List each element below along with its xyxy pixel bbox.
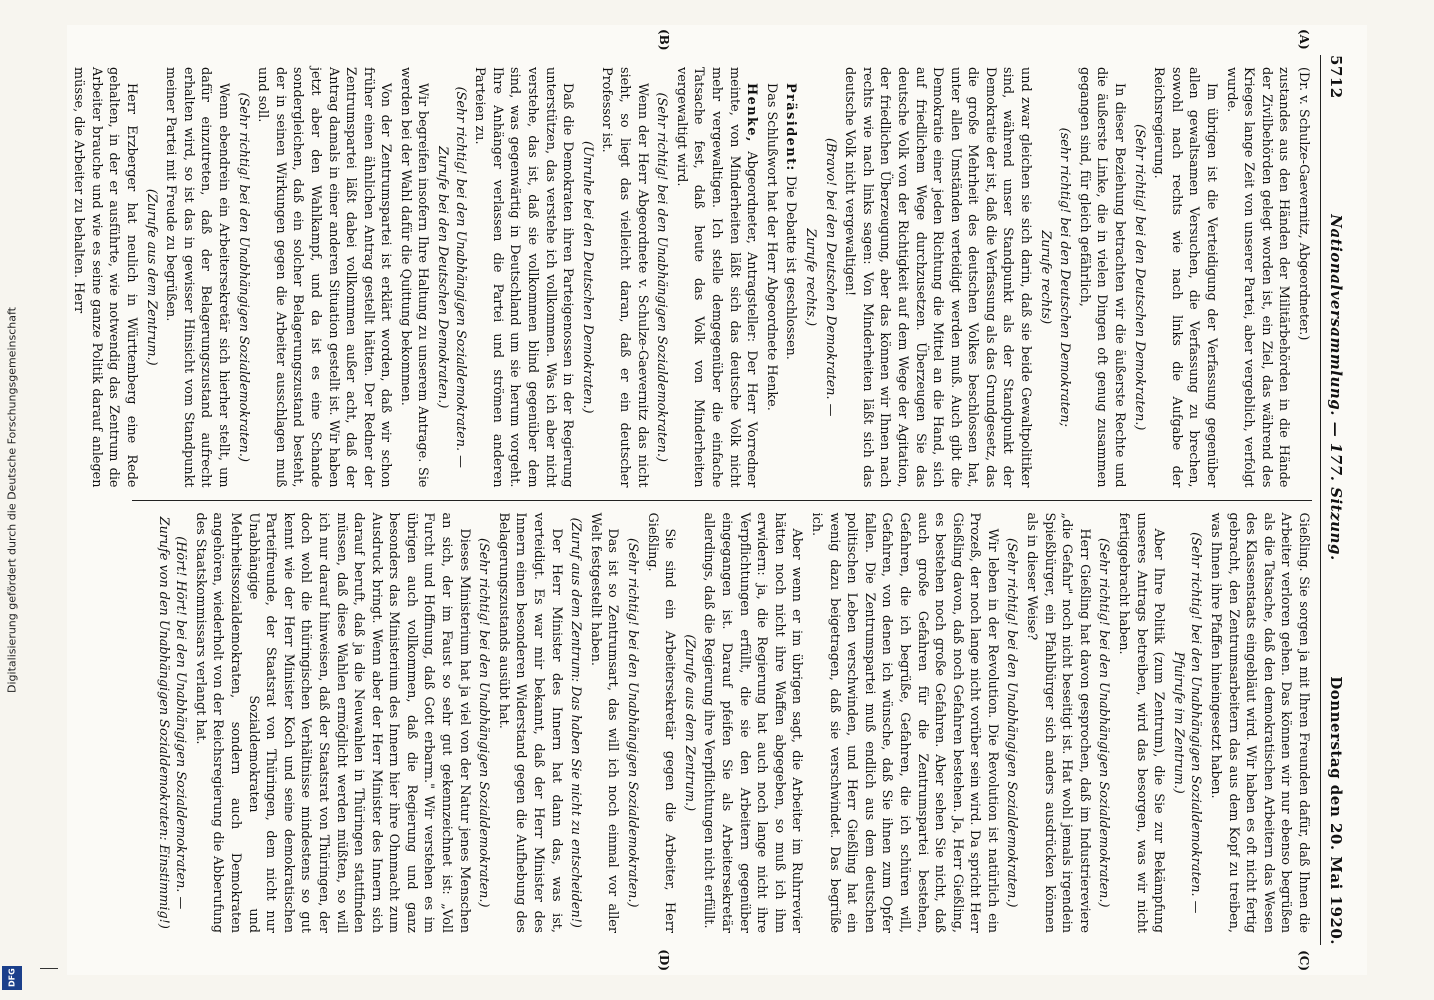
speech-text: Die Debatte ist geschlossen. <box>783 171 799 360</box>
page-date: Donnerstag den 20. Mai 1920. <box>1327 676 1345 945</box>
left-interjection: (Sehr richtig! bei den Unabhängigen Sozialdemokraten.) <box>654 92 670 462</box>
speaker-name: Präsident: <box>783 83 799 172</box>
left-paragraph: (Dr. v. Schulze-Gaevernitz, Abgeordneter.) <box>1296 67 1311 341</box>
left-paragraph: Wenn der Herr Abgeordnete v. Schulze-Gaevernitz das nicht sieht, so liegt das vielleicht daran, daß er ein deutscher Professor ist. <box>599 67 650 488</box>
left-interjection: Zurufe rechts.) <box>802 228 818 327</box>
left-paragraph: Das Schlußwort hat der Herr Abgeordnete Henke. <box>763 83 779 411</box>
right-paragraph: Aber wenn er im übrigen sagt, die Arbeiter im Ruhrrevier hätten noch nicht ihre Waffen abgegeben, so muß ich ihm erwidern: ja, die Regierung hat auch noch lange nicht ihre Verpflichtungen erfüllt, die sie den Arbeitern gegenüber eingegangen ist. Darauf pfeifen Sie als Arbeitersekretär allerdings, daß die Regierung ihre Verpflichtungen nicht erfüllt. <box>701 512 805 933</box>
left-interjection: (Bravo! bei den Deutschen Demokraten. — <box>822 138 838 417</box>
left-interjection: Zurufe rechts) <box>1037 230 1053 325</box>
dfg-logo: DFG <box>2 966 22 990</box>
margin-tag-b: (B) <box>657 29 671 51</box>
right-interjection: (Sehr richtig! bei den Unabhängigen Sozialdemokraten.) <box>625 538 641 908</box>
credit-strip <box>0 0 24 1000</box>
left-paragraph: Im übrigen ist die Verteidigung der Verfassung gegenüber allen gewaltsamen Versuchen, die Verfassung zu brechen, sowohl nach rechts wie nach links die Aufgabe der Reichsregierung. <box>1151 67 1220 488</box>
right-interjection: (Sehr richtig! bei den Unabhängigen Sozialdemokraten. — Pfuirufe im Zentrum.) <box>1170 532 1204 914</box>
left-paragraph: Herr Erzberger hat neulich in Württemberg eine Rede gehalten, in der er ausführte, wie notwendig das Zentrum die Arbeiter brauche und wie es seine ganze Politik darauf anlegen müsse, die Arbeiter zu behalten. Herr <box>71 67 139 488</box>
left-interjection: (Sehr richtig! bei den Unabhängigen Sozialdemokraten.) <box>235 92 251 462</box>
margin-tag-d: (D) <box>657 949 671 971</box>
right-interjection: (Zurufe aus dem Zentrum.) <box>681 634 697 812</box>
right-paragraph: Sie sind ein Arbeitersekretär gegen die Arbeiter, Herr Gießling. <box>644 512 678 933</box>
right-interjection: (Hört! Hört! bei den Unabhängigen Sozialdemokraten. — Zurufe von den Unabhängigen Sozialdemokraten: Einstimmig!) <box>155 516 189 929</box>
right-interjection: (Zuruf aus dem Zentrum: Das haben Sie nicht zu entscheiden!) <box>568 517 584 928</box>
left-interjection: (Sehr richtig! bei den Unabhängigen Sozialdemokraten. — Zurufe bei den Deutschen Demokraten.) <box>435 86 468 468</box>
page-number: 5712 <box>1327 55 1345 99</box>
right-paragraph: Gießling. Sie sorgen ja mit Ihren Freunden dafür, daß Ihnen die Arbeiter verloren gehen. Das können wir nur ebenso begrüßen als die Tatsache, daß den demokratischen Arbeitern das Wesen des Klassenstaats eingebläut wird. Wir haben es oft nicht fertig gebracht, den Zentrumsarbeitern das aus dem Kopf zu treiben, was Ihnen ihre Pfaffen hineingesetzt haben. <box>1208 512 1311 933</box>
left-interjection: (Unruhe bei den Deutschen Demokraten.) <box>579 140 595 414</box>
column-left <box>71 29 1312 500</box>
right-paragraph: Herr Gießling hat davon gesprochen, daß im Industriereviere „die Gefahr" noch nicht beseitigt ist. Hat wohl jemals irgendein Spießbürger, ein Pfahlbürger sich anders ausdrücken können als in dieser Weise? <box>1024 512 1092 933</box>
speaker-name: Henke, <box>744 83 760 144</box>
left-interjection: (sehr richtig! bei den Deutschen Demokraten; <box>1057 127 1073 427</box>
right-paragraph: Dieses Ministerium hat ja viel von der Natur jenes Menschen an sich, der im Faust so sehr gut gekennzeichnet ist: „Voll Furcht und Hoffnung, daß Gott erbarm." Wir verstehen es im übrigen auch vollkommen, daß die Regierung und ganz besonders das Ministerium des Innern hier ihre Ohnmacht zum Ausdruck bringt. Wenn aber der Herr Minister des Innern sich darauf beruft, daß ja die Neuwahlen in Thüringen stattfinden müssen, daß diese Wahlen ermöglicht werden müßten, so will ich nur darauf hinweisen, daß der Staatsrat von Thüringen, der doch wohl die thüringischen Verhältnisse mindestens so gut kennt wie der Herr Minister Koch und seine demokratischen Parteifreunde, der Staatsrat von Thüringen, dem nicht nur Unabhängige Sozialdemokraten und Mehrheitssozialdemokraten, sondern auch Demokraten angehören, wiederholt von der Reichsregierung die Abberufung des Staatskommissars verlangt hat. <box>192 512 472 933</box>
right-interjection: (Sehr richtig! bei den Unabhängigen Sozialdemokraten.) <box>1096 538 1112 908</box>
newspaper-page <box>67 25 1367 975</box>
scan-mark <box>40 968 58 969</box>
right-paragraph: Das ist so Zentrumsart, das will ich noch einmal vor aller Welt festgestellt haben. <box>587 512 621 933</box>
left-paragraph: zustandes aus den Händen der Militärbehörden in die Hände der Zivilbehörden gelegt worden ist, ein Ziel, das während des Krieges lange Zeit von unserer Partei, aber vergeblich, verfolgt wurde. <box>1223 67 1292 488</box>
left-paragraph: In dieser Beziehung betrachten wir die äußerste Rechte und die äußerste Linke, die in vielen Dingen oft genug zusammen gegangen sind, für gleich gefährlich, <box>1076 67 1128 488</box>
credit-text: Digitalisierung gefördert durch die Deutsche Forschungsgemeinschaft <box>5 307 19 693</box>
left-paragraph <box>782 67 800 488</box>
right-paragraph: Wir leben in der Revolution. Die Revolution ist natürlich ein Prozeß, der noch lange nicht vorüber sein wird. Da spricht Herr Gießling davon, daß noch Gefahren bestehen. Ja, Herr Gießling, es bestehen noch große Gefahren. Aber sehen Sie nicht, daß auch große Gefahren für die Zentrumspartei bestehen, Gefahren, die ich begrüße, Gefahren, die ich schüren will, Gefahren, von denen ich wünsche, daß Sie ihnen zum Opfer fallen. Die Zentrumspartei muß endlich aus dem deutschen politischen Leben verschwinden, und Herr Gießling hat ein wenig dazu beigetragen, daß sie verschwindet. Das begrüße ich. <box>808 512 1000 933</box>
left-interjection: (Zurufe aus dem Zentrum.) <box>143 188 159 366</box>
left-paragraph: Daß die Demokraten ihren Parteigenossen in der Regierung unterstützen, das verstehe ich vollkommen. Was ich aber nicht verstehe, das ist, daß sie vollkommen blind gegenüber dem sind, was gegenwärtig in Deutschland um sie herum vorgeht. Ihre Anhänger verlassen die Partei und strömen anderen Parteien zu. <box>472 67 576 488</box>
text-columns <box>71 29 1312 971</box>
speech-text: Abgeordneter, Antragsteller: Der Herr Vorredner meinte, von Minderheiten läßt sich das deutsche Volk nicht mehr vergewaltigen. Ich stelle demgegenüber die einfache Tatsache fest, daß heute das Volk von Minderheiten vergewaltigt wird. <box>673 67 760 488</box>
column-right <box>132 500 1312 971</box>
left-paragraph: und zwar gleichen sie sich darin, daß sie beide Gewaltpolitiker sind, während unser Standpunkt als der Standpunkt der Demokratie der ist, daß die Verfassung als das Grundgesetz, das die große Mehrheit des deutschen Volkes beschlossen hat, unter allen Umständen verteidigt werden muß. Auch gibt die Demokratie einer jeden Richtung die Mittel an die Hand, sich auf friedlichem Wege durchzusetzen. Überzeugen Sie das deutsche Volk von der Richtigkeit auf dem Wege der Agitation, der friedlichen Überzeugung, aber das können wir Ihnen nach rechts wie nach links sagen: Von Minderheiten läßt sich das deutsche Volk nicht vergewaltigen! <box>842 67 1034 488</box>
right-interjection: (Sehr richtig! bei den Unabhängigen Sozialdemokraten.) <box>1004 538 1020 908</box>
left-paragraph: Von der Zentrumspartei ist erklärt worden, daß wir schon früher einen ähnlichen Antrag gestellt hätten. Der Redner der Zentrumspartei läßt dabei vollkommen außer acht, daß der Antrag damals in einer anderen Situation gestellt ist. Wir haben jetzt aber den Wahlkampf, und da ist es eine Schande sondergleichen, daß ein solcher Belagerungszustand besteht, der in seinen Wirkungen gegen die Arbeiter ausschlagen muß und soll. <box>255 67 394 488</box>
page-title: Nationalversammlung. — 177. Sitzung. <box>1327 214 1345 561</box>
right-paragraph: Aber Ihre Politik (zum Zentrum), die Sie zur Bekämpfung unseres Antrags betreiben, wird das besorgen, was wir nicht fertiggebracht haben. <box>1116 512 1167 933</box>
margin-tag-a: (A) <box>1297 29 1311 50</box>
left-paragraph: Wenn ebendrein ein Arbeitersekretär sich hierher stellt, um dafür einzutreten, daß der Belagerungszustand aufrecht erhalten wird, so ist das in gewisser Hinsicht vom Standpunkt meiner Partei mit Freude zu begrüßen. <box>163 67 231 488</box>
left-paragraph: Wir begreifen insofern Ihre Haltung zu unserem Antrage. Sie werden bei der Wahl dafür die Quittung bekommen. <box>397 67 431 488</box>
right-interjection: (Sehr richtig! bei den Unabhängigen Sozialdemokraten.) <box>476 538 492 908</box>
margin-tag-c: (C) <box>1297 950 1311 971</box>
left-interjection: (Sehr richtig! bei den Deutschen Demokraten.) <box>1131 124 1147 431</box>
right-paragraph: Der Herr Minister des Innern hat dann das, was ist, verteidigt. Es war mir bekannt, daß der Herr Minister des Innern einen besonderen Widerstand gegen die Aufhebung des Belagerungszustands ausübt hat. <box>495 512 564 933</box>
page-header <box>1320 55 1345 945</box>
left-paragraph <box>672 67 760 488</box>
